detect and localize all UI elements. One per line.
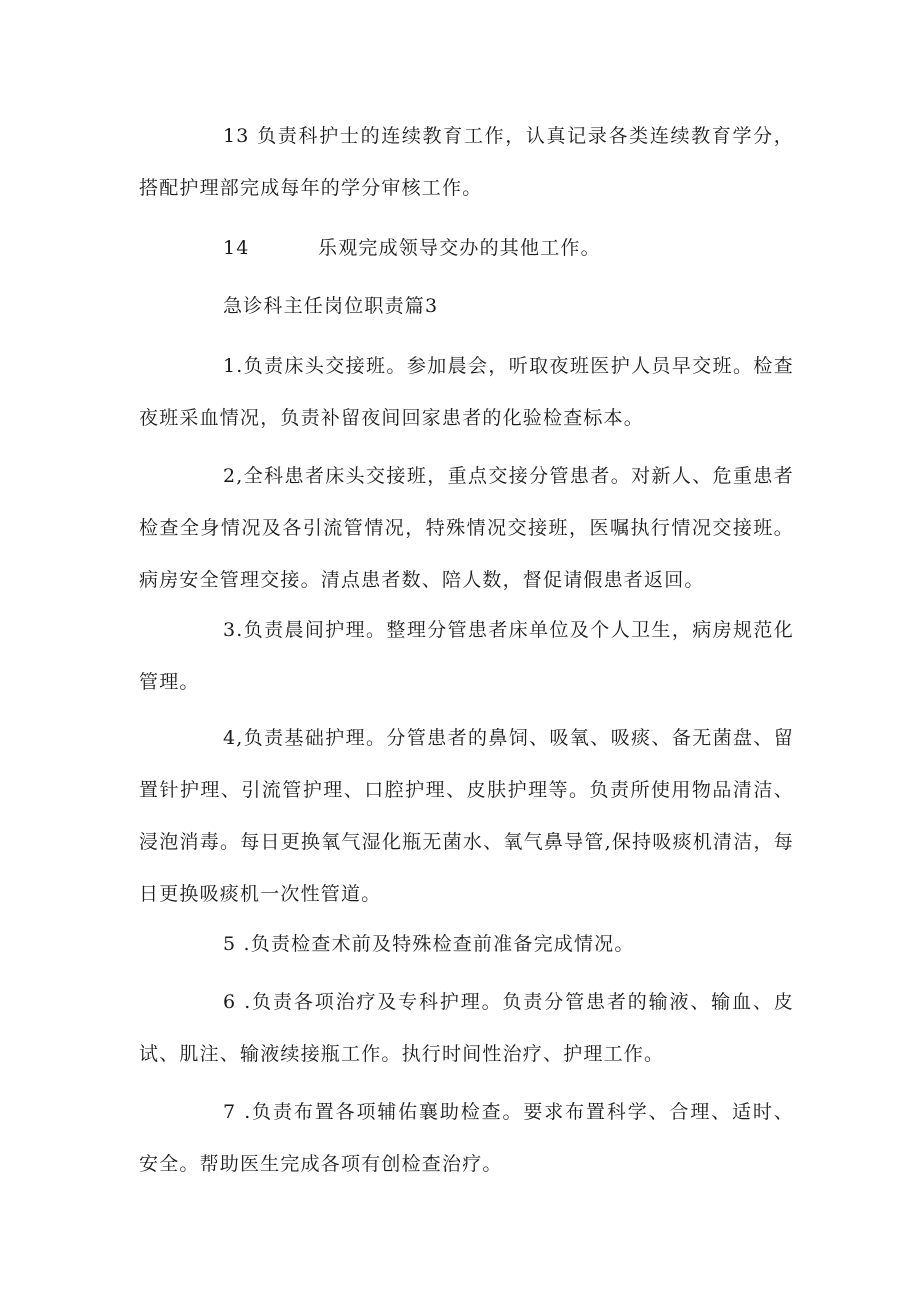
duty-item-5: 5 .负责检查术前及特殊检查前准备完成情况。 bbox=[223, 933, 635, 955]
section-heading: 急诊科主任岗位职责篇3 bbox=[223, 295, 439, 317]
duty-item-7: 7 .负责布置各项辅佑襄助检查。要求布置科学、合理、适时、安全。帮助医生完成各项有创检查治疗。 bbox=[139, 1101, 794, 1175]
item-14-text: 乐观完成领导交办的其他工作。 bbox=[318, 237, 601, 259]
paragraph-item-14 bbox=[223, 222, 601, 274]
duty-item-6: 6 .负责各项治疗及专科护理。负责分管患者的输液、输血、皮试、肌注、输液续接瓶工作。执行时间性治疗、护理工作。 bbox=[139, 991, 794, 1065]
duty-item-3: 3.负责晨间护理。整理分管患者床单位及个人卫生，病房规范化管理。 bbox=[139, 619, 794, 693]
paragraph-item-13: 13 负责科护士的连续教育工作，认真记录各类连续教育学分，搭配护理部完成每年的学分审核工作。 bbox=[139, 125, 794, 199]
duty-item-2: 2,全科患者床头交接班，重点交接分管患者。对新人、危重患者检查全身情况及各引流管情况，特殊情况交接班，医嘱执行情况交接班。病房安全管理交接。清点患者数、陪人数，督促请假患者返回。 bbox=[139, 465, 794, 591]
duty-item-4: 4,负责基础护理。分管患者的鼻饲、吸氧、吸痰、备无菌盘、留置针护理、引流管护理、口腔护理、皮肤护理等。负责所使用物品清洁、浸泡消毒。每日更换氧气湿化瓶无菌水、氧气鼻导管,保持吸痰机清洁，每日更换吸痰机一次性管道。 bbox=[139, 727, 794, 905]
item-14-number: 14 bbox=[223, 237, 250, 259]
duty-item-1: 1.负责床头交接班。参加晨会，听取夜班医护人员早交班。检查夜班采血情况，负责补留夜间回家患者的化验检查标本。 bbox=[139, 355, 794, 429]
